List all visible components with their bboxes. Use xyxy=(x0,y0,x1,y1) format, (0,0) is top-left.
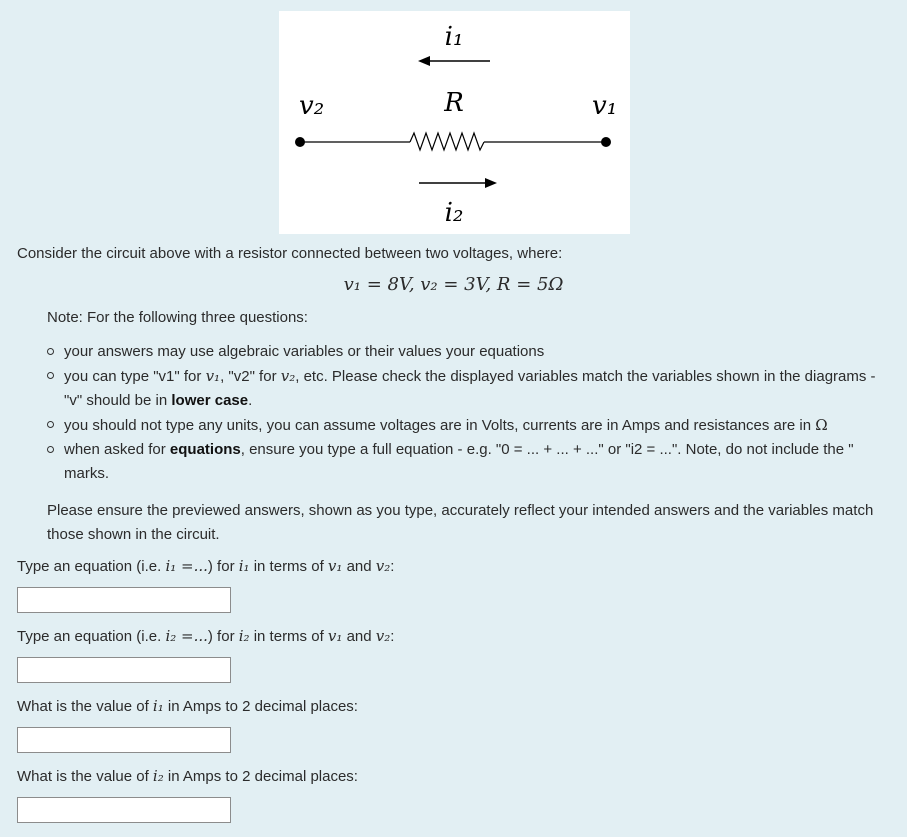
top-current-arrowhead xyxy=(418,56,430,66)
math-v2: v₂ xyxy=(280,367,296,385)
q-math: i₁ =... xyxy=(165,557,208,575)
question-1-label xyxy=(17,557,394,575)
notes-list xyxy=(47,340,892,486)
q-text: in terms of xyxy=(249,558,328,575)
q-text: : xyxy=(390,558,395,575)
note-item xyxy=(47,438,892,486)
answer-input-3[interactable] xyxy=(17,727,231,753)
question-2-label xyxy=(17,627,394,645)
note-item xyxy=(47,413,892,438)
q-math: v₁ xyxy=(327,627,343,645)
top-current-label: i₁ xyxy=(444,22,464,52)
q-text: What is the value of xyxy=(17,768,153,785)
note-text: your answers may use algebraic variables or their values your equations xyxy=(64,343,545,360)
right-node-dot xyxy=(601,137,611,147)
note-title: Note: For the following three questions: xyxy=(47,309,308,326)
note-text: when asked for xyxy=(64,441,170,458)
note-text: . xyxy=(248,392,253,409)
note-item xyxy=(47,364,892,413)
note-text: , "v2" for xyxy=(220,368,281,385)
q-text: and xyxy=(342,628,376,645)
q-text: ) for xyxy=(207,628,239,645)
note-text: , ensure you type a full equation - e.g. "0 = ... + ... + ..." or "i2 = ...". Note, do not include the " marks. xyxy=(64,441,854,482)
q-math: v₂ xyxy=(375,627,391,645)
right-node-label: v₁ xyxy=(592,91,618,121)
note-item xyxy=(47,340,892,364)
q-text: ) for xyxy=(207,558,239,575)
circuit-diagram xyxy=(279,11,630,234)
ensure-text: Please ensure the previewed answers, shown as you type, accurately reflect your intended answers and the variables match those shown in the circuit. xyxy=(47,502,874,543)
q-math: i₁ xyxy=(152,697,164,715)
answer-input-2[interactable] xyxy=(17,657,231,683)
resistor-zigzag xyxy=(410,133,484,150)
q-math: i₂ =... xyxy=(165,627,208,645)
q-text: Type an equation (i.e. xyxy=(17,628,166,645)
note-text: , etc. Please check the displayed variables match the variables shown in the diagrams - "v" should be in xyxy=(64,368,876,409)
left-node-label: v₂ xyxy=(299,91,325,121)
bottom-current-arrowhead xyxy=(485,178,497,188)
q-text: What is the value of xyxy=(17,698,153,715)
answer-input-1[interactable] xyxy=(17,587,231,613)
q-math: v₁ xyxy=(327,557,343,575)
emphasis-lower-case: lower case xyxy=(171,392,249,409)
q-text: : xyxy=(390,628,395,645)
q-math: i₂ xyxy=(152,767,164,785)
q-text: Type an equation (i.e. xyxy=(17,558,166,575)
q-text: in terms of xyxy=(249,628,328,645)
circuit-svg xyxy=(279,11,630,234)
left-node-dot xyxy=(295,137,305,147)
question-3-label xyxy=(17,697,358,715)
note-text: you can type "v1" for xyxy=(64,368,206,385)
note-text: you should not type any units, you can assume voltages are in Volts, currents are in Amps and resistances are in xyxy=(64,417,816,434)
intro-text: Consider the circuit above with a resistor connected between two voltages, where: xyxy=(17,245,563,262)
q-text: and xyxy=(342,558,376,575)
math-v1: v₁ xyxy=(205,367,221,385)
q-text: in Amps to 2 decimal places: xyxy=(163,768,358,785)
omega-symbol: Ω xyxy=(815,416,828,434)
answer-input-4[interactable] xyxy=(17,797,231,823)
q-math: i₁ xyxy=(238,557,250,575)
q-math: v₂ xyxy=(375,557,391,575)
q-text: in Amps to 2 decimal places: xyxy=(163,698,358,715)
bottom-current-label: i₂ xyxy=(444,198,464,228)
q-math: i₂ xyxy=(238,627,250,645)
question-4-label xyxy=(17,767,358,785)
emphasis-equations: equations xyxy=(169,441,241,458)
resistor-label: R xyxy=(444,88,464,118)
given-values: v₁ = 8V, v₂ = 3V, R = 5Ω xyxy=(343,274,564,295)
